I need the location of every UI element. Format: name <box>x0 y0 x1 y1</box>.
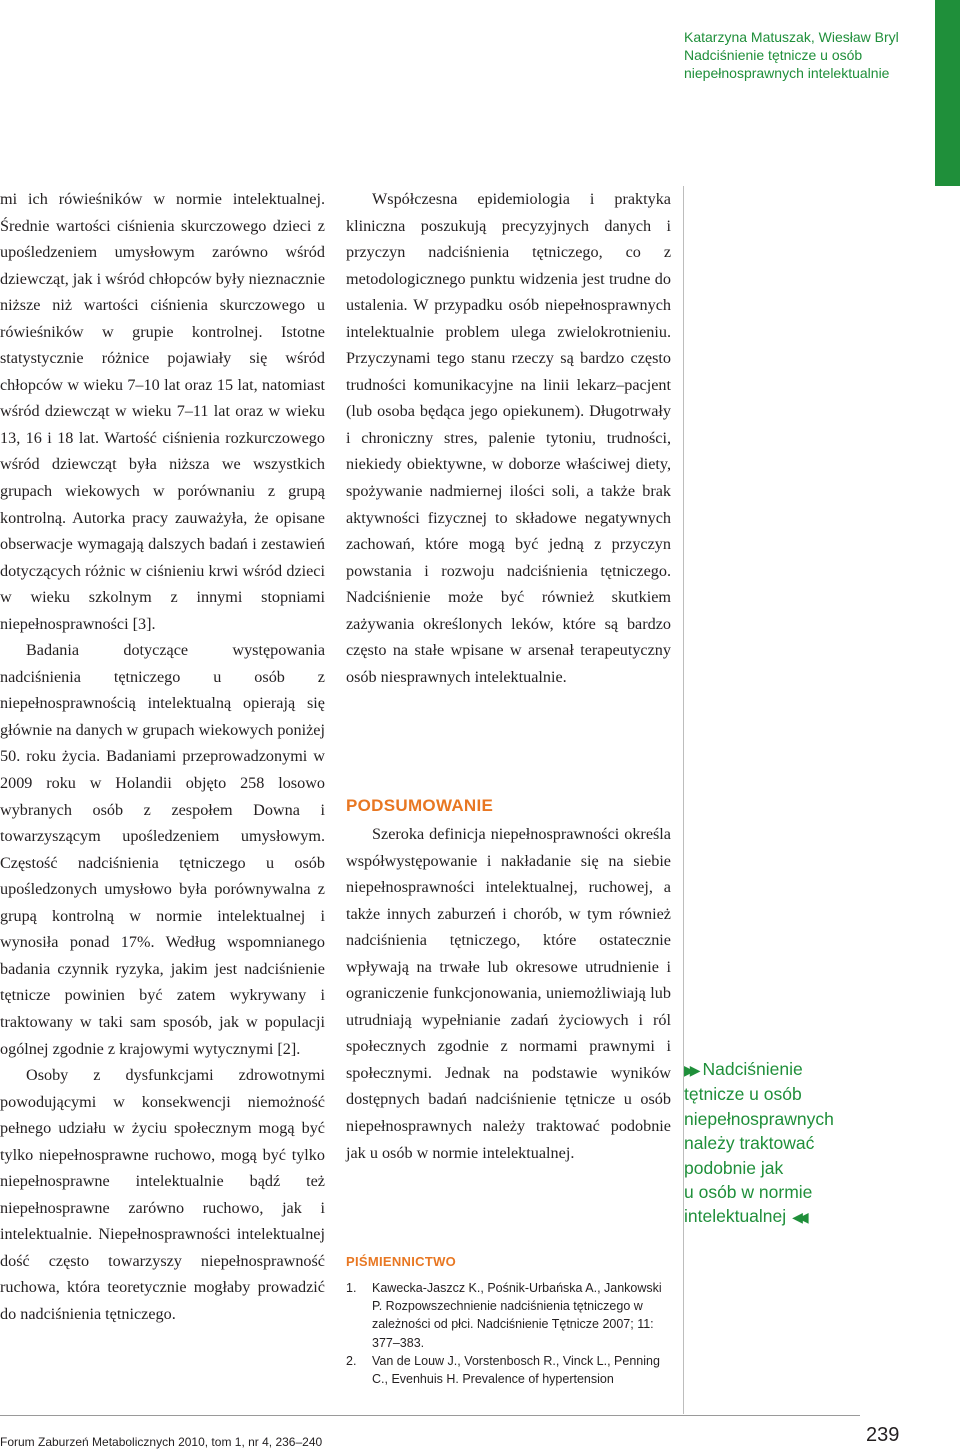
pull-quote-line: podobnie jak <box>684 1157 784 1178</box>
pull-quote-line: Nadciśnienie <box>702 1059 803 1079</box>
double-arrow-right-icon: ▶▶ <box>684 1062 696 1078</box>
middle-column <box>346 186 671 690</box>
green-accent-bar <box>935 0 960 186</box>
reference-item <box>346 1279 671 1352</box>
references-heading: PIŚMIENNICTWO <box>346 1254 457 1269</box>
pull-quote <box>684 1057 904 1230</box>
footer-rule <box>0 1415 860 1416</box>
pull-quote-line: niepełnosprawnych <box>684 1108 834 1129</box>
reference-number: 1. <box>346 1281 357 1295</box>
references-list <box>346 1279 671 1388</box>
header-title-line-2: niepełnosprawnych intelektualnie <box>684 65 890 81</box>
footer-journal: Forum Zaburzeń Metabolicznych 2010, tom 1, nr 4, 236–240 <box>0 1435 323 1449</box>
reference-text: Van de Louw J., Vorstenbosch R., Vinck L., Penning C., Evenhuis H. Prevalence of hypertension <box>372 1353 660 1387</box>
left-paragraph-2: Badania dotyczące występowania nadciśnienia tętniczego u osób z niepełnosprawnością intelektualną opierają się głównie na danych w grupach wiekowych poniżej 50. roku życia. Badaniami przeprowadzonymi w 2009 roku w Holandii objęto 258 losowo wybranych osób z zespołem Downa i towarzyszącym upośledzeniem umysłowym. Częstość nadciśnienia tętniczego u osób upośledzonych umysłowo była porównywalna z grupą kontrolną w normie intelektualnej i wynosiła ponad 17%. Według wspomnianego badania czynnik ryzyka, jakim jest nadciśnienie tętnicze powinien być zatem wykrywany i traktowany w taki sam sposób, jak w populacji ogólnej zgodnie z krajowymi wytycznymi [2]. <box>0 641 325 1058</box>
left-paragraph-1: mi ich rówieśników w normie intelektualnej. Średnie wartości ciśnienia skurczowego dzieci z upośledzeniem umysłowym zarówno wśród dziewcząt, jak i wśród chłopców były nieznacznie niższe niż wartości ciśnienia skurczowego u rówieśników w grupie kontrolnej. Istotne statystycznie różnice pojawiały się wśród chłopców w wieku 7–10 lat oraz 15 lat, natomiast wśród dziewcząt w wieku 7–11 lat oraz w wieku 13, 16 i 18 lat. Wartość ciśnienia rozkurczowego wśród dziewcząt była niższa we wszystkich grupach wiekowych w porównaniu z grupą kontrolną. Autorka pracy zauważyła, że opisane obserwacje wymagają dalszych badań i zestawień dotyczących różnic w ciśnieniu krwi wśród dzieci w wieku szkolnym z innymi stopniami niepełnosprawności [3]. <box>0 190 325 633</box>
reference-number: 2. <box>346 1353 357 1368</box>
double-arrow-left-icon: ◀◀ <box>792 1209 804 1226</box>
page-number: 239 <box>866 1424 900 1446</box>
reference-text: Kawecka-Jaszcz K., Pośnik-Urbańska A., Jankowski P. Rozpowszechnienie nadciśnienia tętniczego w zależności od płci. Nadciśnienie Tętnicze 2007; 11: 377–383. <box>372 1281 662 1350</box>
summary-section <box>346 821 671 1166</box>
summary-paragraph: Szeroka definicja niepełnosprawności określa współwystępowanie i nakładanie się na siebie niepełnosprawności intelektualnej, ruchowej, a także innych zaburzeń i chorób, w tym również nadciśnienia tętniczego, które ostatecznie wpływają na trwałe lub okresowe utrudnienie i ograniczenie funkcjonowania, uniemożliwiają lub utrudniają wypełnianie zadań życiowych i ról społecznych zgodnie z normami prawnymi i społecznymi. Jednak na podstawie wyników dostępnych badań nadciśnienie tętnicze u osób niepełnosprawnych należy traktować podobnie jak u osób w normie intelektualnej. <box>346 825 671 1162</box>
reference-item <box>346 1352 671 1388</box>
pull-quote-line: intelektualnej <box>684 1206 787 1227</box>
pull-quote-line: u osób w normie <box>684 1182 813 1203</box>
header-authors: Katarzyna Matuszak, Wiesław Bryl <box>684 29 899 45</box>
left-paragraph-3: Osoby z dysfunkcjami zdrowotnymi powodującymi w konsekwencji niemożność pełnego udziału w życiu społecznym mogą być tylko niepełnosprawne ruchowo, mogą być tylko niepełnosprawne intelektualnie bądź też niepełnosprawne zarówno ruchowo, jak i intelektualnie. Niepełnosprawności intelektualnej dość często towarzyszy niepełnosprawność ruchowa, która teoretycznie mogłaby prowadzić do nadciśnienia tętniczego. <box>0 1066 325 1323</box>
pull-quote-line: należy traktować <box>684 1133 815 1154</box>
middle-paragraph-1: Współczesna epidemiologia i praktyka kliniczna poszukują precyzyjnych danych i przyczyn nadciśnienia tętniczego, co z metodologicznego punktu widzenia jest trudne do ustalenia. W przypadku osób niepełnosprawnych intelektualnie problem ulega zwielokrotnieniu. Przyczynami tego stanu rzeczy są bardzo często trudności komunikacyjne na linii lekarz–pacjent (lub osoba będąca jego opiekunem). Długotrwały i chroniczny stres, palenie tytoniu, trudności, niekiedy obiektywne, w doborze właściwej diety, spożywanie nadmiernej ilości soli, a także brak aktywności fizycznej to składowe negatywnych zachowań, które mogą być jedną z przyczyn powstania i rozwoju nadciśnienia tętniczego. Nadciśnienie może być również skutkiem zażywania określonych leków, które są bardzo często na stałe wpisane w arsenał terapeutyczny osób niesprawnych intelektualnie. <box>346 190 671 686</box>
left-column <box>0 186 325 1328</box>
running-header <box>684 28 924 82</box>
pull-quote-line: tętnicze u osób <box>684 1084 802 1105</box>
header-title-line-1: Nadciśnienie tętnicze u osób <box>684 47 863 63</box>
summary-heading: PODSUMOWANIE <box>346 796 494 815</box>
